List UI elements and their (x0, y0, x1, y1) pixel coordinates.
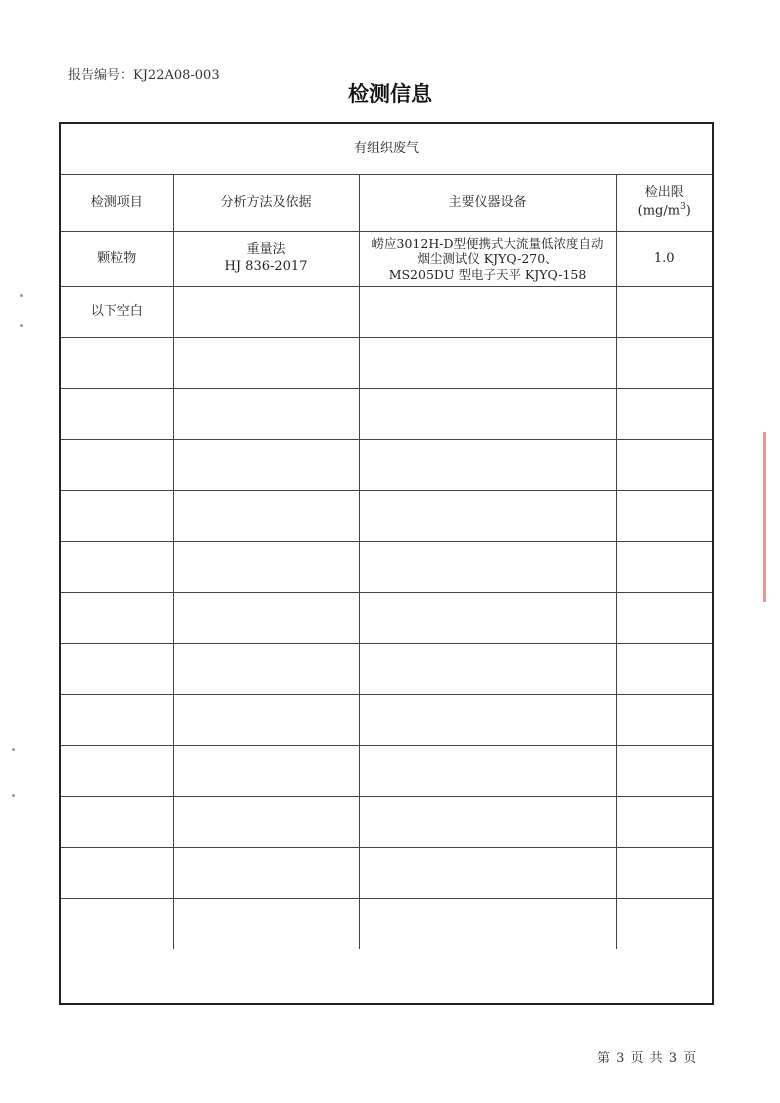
empty-cell (359, 389, 616, 440)
empty-cell (359, 695, 616, 746)
empty-cell (616, 848, 712, 899)
empty-cell (359, 797, 616, 848)
table-row (61, 440, 712, 491)
empty-cell (173, 440, 359, 491)
page-title: 检测信息 (348, 82, 432, 106)
item-cell: 颗粒物 (61, 232, 173, 287)
empty-cell (61, 695, 173, 746)
empty-cell (359, 287, 616, 338)
empty-cell (61, 899, 173, 950)
table-row (61, 491, 712, 542)
empty-cell (359, 746, 616, 797)
item-cell: 以下空白 (61, 287, 173, 338)
method-cell: 重量法 HJ 836-2017 (173, 232, 359, 287)
equipment-cell: 崂应3012H-D型便携式大流量低浓度自动 烟尘测试仪 KJYQ-270、 MS205DU 型电子天平 KJYQ-158 (359, 232, 616, 287)
empty-cell (61, 746, 173, 797)
empty-cell (173, 899, 359, 950)
scan-speck (20, 294, 23, 297)
empty-cell (173, 491, 359, 542)
column-header-equipment: 主要仪器设备 (359, 175, 616, 232)
detection-info-table-frame (59, 122, 714, 1005)
empty-cell (61, 542, 173, 593)
column-header-limit (616, 175, 712, 232)
limit-cell: 1.0 (616, 232, 712, 287)
limit-label: 检出限 (644, 185, 684, 201)
table-row (61, 287, 712, 338)
empty-cell (61, 848, 173, 899)
seal-stamp-edge (763, 432, 780, 602)
empty-cell (173, 287, 359, 338)
empty-cell (616, 287, 712, 338)
table-row (61, 797, 712, 848)
section-title: 有组织废气 (61, 124, 712, 175)
empty-cell (61, 389, 173, 440)
table-row (61, 389, 712, 440)
empty-cell (61, 797, 173, 848)
empty-cell (359, 338, 616, 389)
table-row (61, 542, 712, 593)
table-row (61, 746, 712, 797)
section-title-row (61, 124, 712, 175)
empty-cell (359, 848, 616, 899)
empty-cell (616, 899, 712, 950)
scan-speck (20, 324, 23, 327)
empty-cell (61, 338, 173, 389)
table-row (61, 593, 712, 644)
empty-cell (359, 644, 616, 695)
empty-cell (616, 440, 712, 491)
empty-cell (61, 440, 173, 491)
report-number: 报告编号：KJ22A08-003 (68, 68, 220, 83)
page-number: 第 3 页 共 3 页 (597, 1051, 698, 1066)
empty-cell (616, 542, 712, 593)
empty-cell (359, 593, 616, 644)
empty-cell (61, 593, 173, 644)
detection-info-table (61, 124, 712, 949)
empty-cell (173, 644, 359, 695)
empty-cell (616, 491, 712, 542)
table-row (61, 848, 712, 899)
header-row (61, 175, 712, 232)
empty-cell (173, 797, 359, 848)
empty-cell (61, 491, 173, 542)
empty-cell (173, 389, 359, 440)
empty-cell (616, 695, 712, 746)
empty-cell (61, 644, 173, 695)
table-row (61, 232, 712, 287)
column-header-method: 分析方法及依据 (173, 175, 359, 232)
empty-cell (359, 491, 616, 542)
empty-cell (173, 593, 359, 644)
table-row (61, 338, 712, 389)
table-row (61, 644, 712, 695)
empty-cell (173, 338, 359, 389)
table-row (61, 899, 712, 950)
empty-cell (173, 848, 359, 899)
empty-cell (616, 593, 712, 644)
empty-cell (173, 695, 359, 746)
empty-cell (616, 644, 712, 695)
scan-speck (12, 794, 15, 797)
limit-unit: $(mg/m^3)$ (637, 202, 691, 219)
scan-speck (12, 748, 15, 751)
empty-cell (173, 746, 359, 797)
empty-cell (616, 746, 712, 797)
empty-cell (359, 440, 616, 491)
empty-cell (616, 797, 712, 848)
column-header-item: 检测项目 (61, 175, 173, 232)
table-row (61, 695, 712, 746)
empty-cell (616, 389, 712, 440)
empty-cell (173, 542, 359, 593)
empty-cell (616, 338, 712, 389)
empty-cell (359, 542, 616, 593)
empty-cell (359, 899, 616, 950)
